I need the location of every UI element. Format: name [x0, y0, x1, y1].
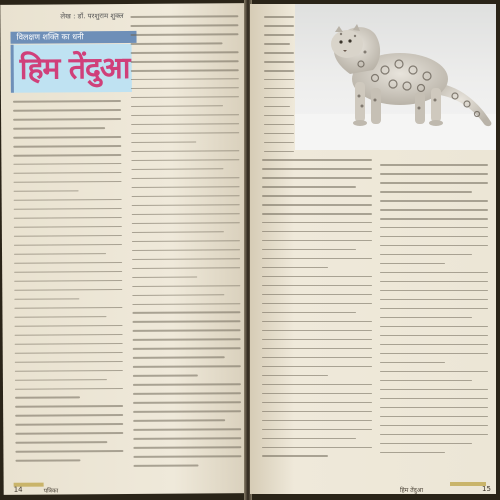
body-column: [262, 159, 372, 464]
text-line: [262, 240, 372, 242]
text-line: [132, 285, 240, 287]
body-column: [13, 100, 124, 469]
text-line: [380, 164, 488, 166]
text-line: [262, 249, 356, 251]
text-line: [264, 151, 294, 153]
text-line: [131, 96, 239, 98]
text-line: [380, 443, 472, 445]
page-number: 14: [13, 485, 23, 494]
text-line: [132, 276, 197, 278]
text-line: [262, 455, 328, 457]
text-line: [132, 186, 240, 188]
text-line: [13, 100, 121, 102]
text-line: [380, 335, 488, 337]
text-line: [380, 371, 488, 373]
text-line: [15, 432, 123, 434]
text-line: [262, 429, 372, 431]
article-kicker: विलक्षण शक्ति का धनी: [10, 31, 136, 44]
text-line: [15, 397, 80, 399]
text-line: [262, 195, 372, 197]
text-line: [262, 294, 372, 296]
text-line: [380, 380, 472, 382]
text-line: [262, 384, 372, 386]
text-line: [132, 312, 240, 314]
text-line: [131, 78, 239, 80]
text-line: [132, 258, 240, 260]
text-line: [380, 227, 488, 229]
text-line: [262, 411, 372, 413]
text-line: [130, 33, 238, 35]
text-line: [380, 299, 488, 301]
article-title: हिम तेंदुआ: [19, 50, 130, 87]
text-line: [15, 379, 107, 381]
text-line: [15, 325, 123, 327]
text-line: [132, 303, 240, 305]
text-line: [13, 118, 121, 120]
text-line: [133, 437, 241, 439]
text-line: [132, 213, 240, 215]
text-line: [133, 428, 241, 430]
text-line: [131, 105, 223, 107]
text-line: [133, 357, 225, 359]
text-line: [380, 434, 488, 436]
page-number: 15: [482, 485, 491, 493]
snow-leopard-illustration: [295, 4, 496, 150]
text-line: [14, 271, 122, 273]
text-line: [132, 177, 240, 179]
text-line: [130, 15, 238, 17]
text-line: [380, 218, 488, 220]
text-line: [380, 344, 488, 346]
text-line: [262, 420, 372, 422]
text-line: [262, 357, 372, 359]
text-line: [262, 348, 372, 350]
text-line: [262, 258, 372, 260]
text-line: [264, 79, 294, 81]
text-line: [14, 181, 122, 183]
body-column: [130, 15, 241, 474]
text-line: [264, 52, 294, 54]
text-line: [132, 195, 240, 197]
text-line: [133, 393, 241, 395]
text-line: [132, 231, 224, 233]
text-line: [132, 222, 240, 224]
text-line: [130, 24, 238, 26]
text-line: [15, 414, 123, 416]
text-line: [264, 133, 294, 135]
text-line: [262, 402, 372, 404]
text-line: [380, 326, 488, 328]
text-line: [13, 145, 121, 147]
text-line: [262, 339, 372, 341]
text-line: [264, 97, 294, 99]
footer-bar: [450, 482, 486, 486]
text-line: [14, 280, 122, 282]
text-line: [14, 199, 122, 201]
text-line: [133, 330, 241, 332]
text-line: [13, 172, 121, 174]
text-line: [380, 263, 445, 265]
text-line: [133, 455, 241, 457]
text-line: [14, 316, 106, 318]
text-line: [131, 123, 239, 125]
text-line: [264, 115, 294, 117]
text-line: [131, 87, 239, 89]
text-line: [380, 416, 488, 418]
text-line: [262, 393, 372, 395]
text-line: [262, 168, 372, 170]
text-line: [262, 231, 372, 233]
text-line: [15, 334, 123, 336]
text-line: [380, 272, 488, 274]
text-line: [264, 106, 290, 108]
text-line: [262, 213, 372, 215]
text-line: [380, 236, 488, 238]
text-line: [380, 425, 488, 427]
text-line: [262, 285, 372, 287]
text-line: [131, 159, 239, 161]
body-column: [264, 16, 294, 160]
text-line: [380, 290, 488, 292]
left-page: [0, 3, 247, 495]
text-line: [380, 173, 488, 175]
text-line: [14, 190, 79, 192]
snow-leopard-photo: [295, 4, 496, 150]
text-line: [262, 303, 372, 305]
text-line: [262, 447, 372, 449]
text-line: [15, 442, 107, 444]
text-line: [13, 127, 105, 129]
text-line: [13, 136, 121, 138]
text-line: [13, 109, 121, 111]
text-line: [264, 61, 294, 63]
text-line: [380, 452, 445, 454]
footer-label: हिम तेंदुआ: [400, 487, 423, 494]
text-line: [264, 142, 294, 144]
text-line: [131, 141, 196, 143]
text-line: [134, 465, 199, 467]
text-line: [380, 209, 488, 211]
text-line: [262, 177, 372, 179]
text-line: [380, 191, 472, 193]
body-column: [380, 164, 488, 460]
text-line: [131, 168, 223, 170]
text-line: [131, 42, 223, 44]
text-line: [262, 312, 356, 314]
text-line: [131, 114, 239, 116]
text-line: [133, 402, 241, 404]
text-line: [14, 235, 122, 237]
text-line: [14, 226, 122, 228]
text-line: [14, 298, 79, 300]
text-line: [133, 348, 241, 350]
text-line: [15, 450, 123, 452]
text-line: [262, 222, 372, 224]
text-line: [131, 132, 239, 134]
text-line: [380, 389, 488, 391]
text-line: [14, 262, 122, 264]
text-line: [262, 159, 372, 161]
text-line: [264, 25, 294, 27]
text-line: [262, 438, 356, 440]
text-line: [15, 370, 123, 372]
text-line: [264, 16, 294, 18]
text-line: [132, 204, 240, 206]
text-line: [264, 34, 294, 36]
text-line: [380, 362, 445, 364]
text-line: [262, 330, 372, 332]
text-line: [133, 339, 241, 341]
text-line: [262, 321, 372, 323]
text-line: [15, 423, 123, 425]
text-line: [262, 276, 372, 278]
text-line: [131, 60, 239, 62]
text-line: [380, 353, 488, 355]
text-line: [262, 375, 328, 377]
text-line: [14, 307, 122, 309]
text-line: [13, 154, 121, 156]
text-line: [133, 410, 241, 412]
text-line: [14, 217, 122, 219]
text-line: [264, 43, 290, 45]
text-line: [15, 343, 123, 345]
text-line: [15, 388, 123, 390]
text-line: [15, 352, 123, 354]
text-line: [262, 366, 372, 368]
text-line: [380, 245, 488, 247]
text-line: [15, 460, 80, 462]
text-line: [14, 208, 122, 210]
text-line: [131, 150, 239, 152]
text-line: [15, 361, 123, 363]
text-line: [131, 69, 239, 71]
text-line: [264, 70, 294, 72]
text-line: [15, 405, 123, 407]
text-line: [133, 420, 225, 422]
text-line: [380, 308, 488, 310]
text-line: [13, 163, 121, 165]
text-line: [14, 253, 106, 255]
byline: लेख : डॉ. परशुराम शुक्ल: [60, 11, 124, 21]
text-line: [262, 186, 356, 188]
text-line: [133, 321, 241, 323]
text-line: [133, 384, 241, 386]
text-line: [380, 407, 488, 409]
text-line: [380, 398, 488, 400]
text-line: [380, 317, 472, 319]
text-line: [132, 294, 224, 296]
footer-label: पत्रिका: [43, 487, 59, 495]
text-line: [132, 267, 240, 269]
text-line: [133, 375, 198, 377]
text-line: [14, 289, 122, 291]
text-line: [264, 124, 294, 126]
text-line: [133, 366, 241, 368]
text-line: [14, 244, 122, 246]
text-line: [262, 267, 328, 269]
text-line: [264, 88, 294, 90]
text-line: [133, 446, 241, 448]
text-line: [380, 200, 488, 202]
text-line: [132, 240, 240, 242]
text-line: [262, 204, 372, 206]
text-line: [131, 51, 239, 53]
text-line: [380, 182, 488, 184]
text-line: [132, 249, 240, 251]
title-box: [11, 44, 132, 93]
text-line: [380, 254, 472, 256]
text-line: [380, 281, 488, 283]
